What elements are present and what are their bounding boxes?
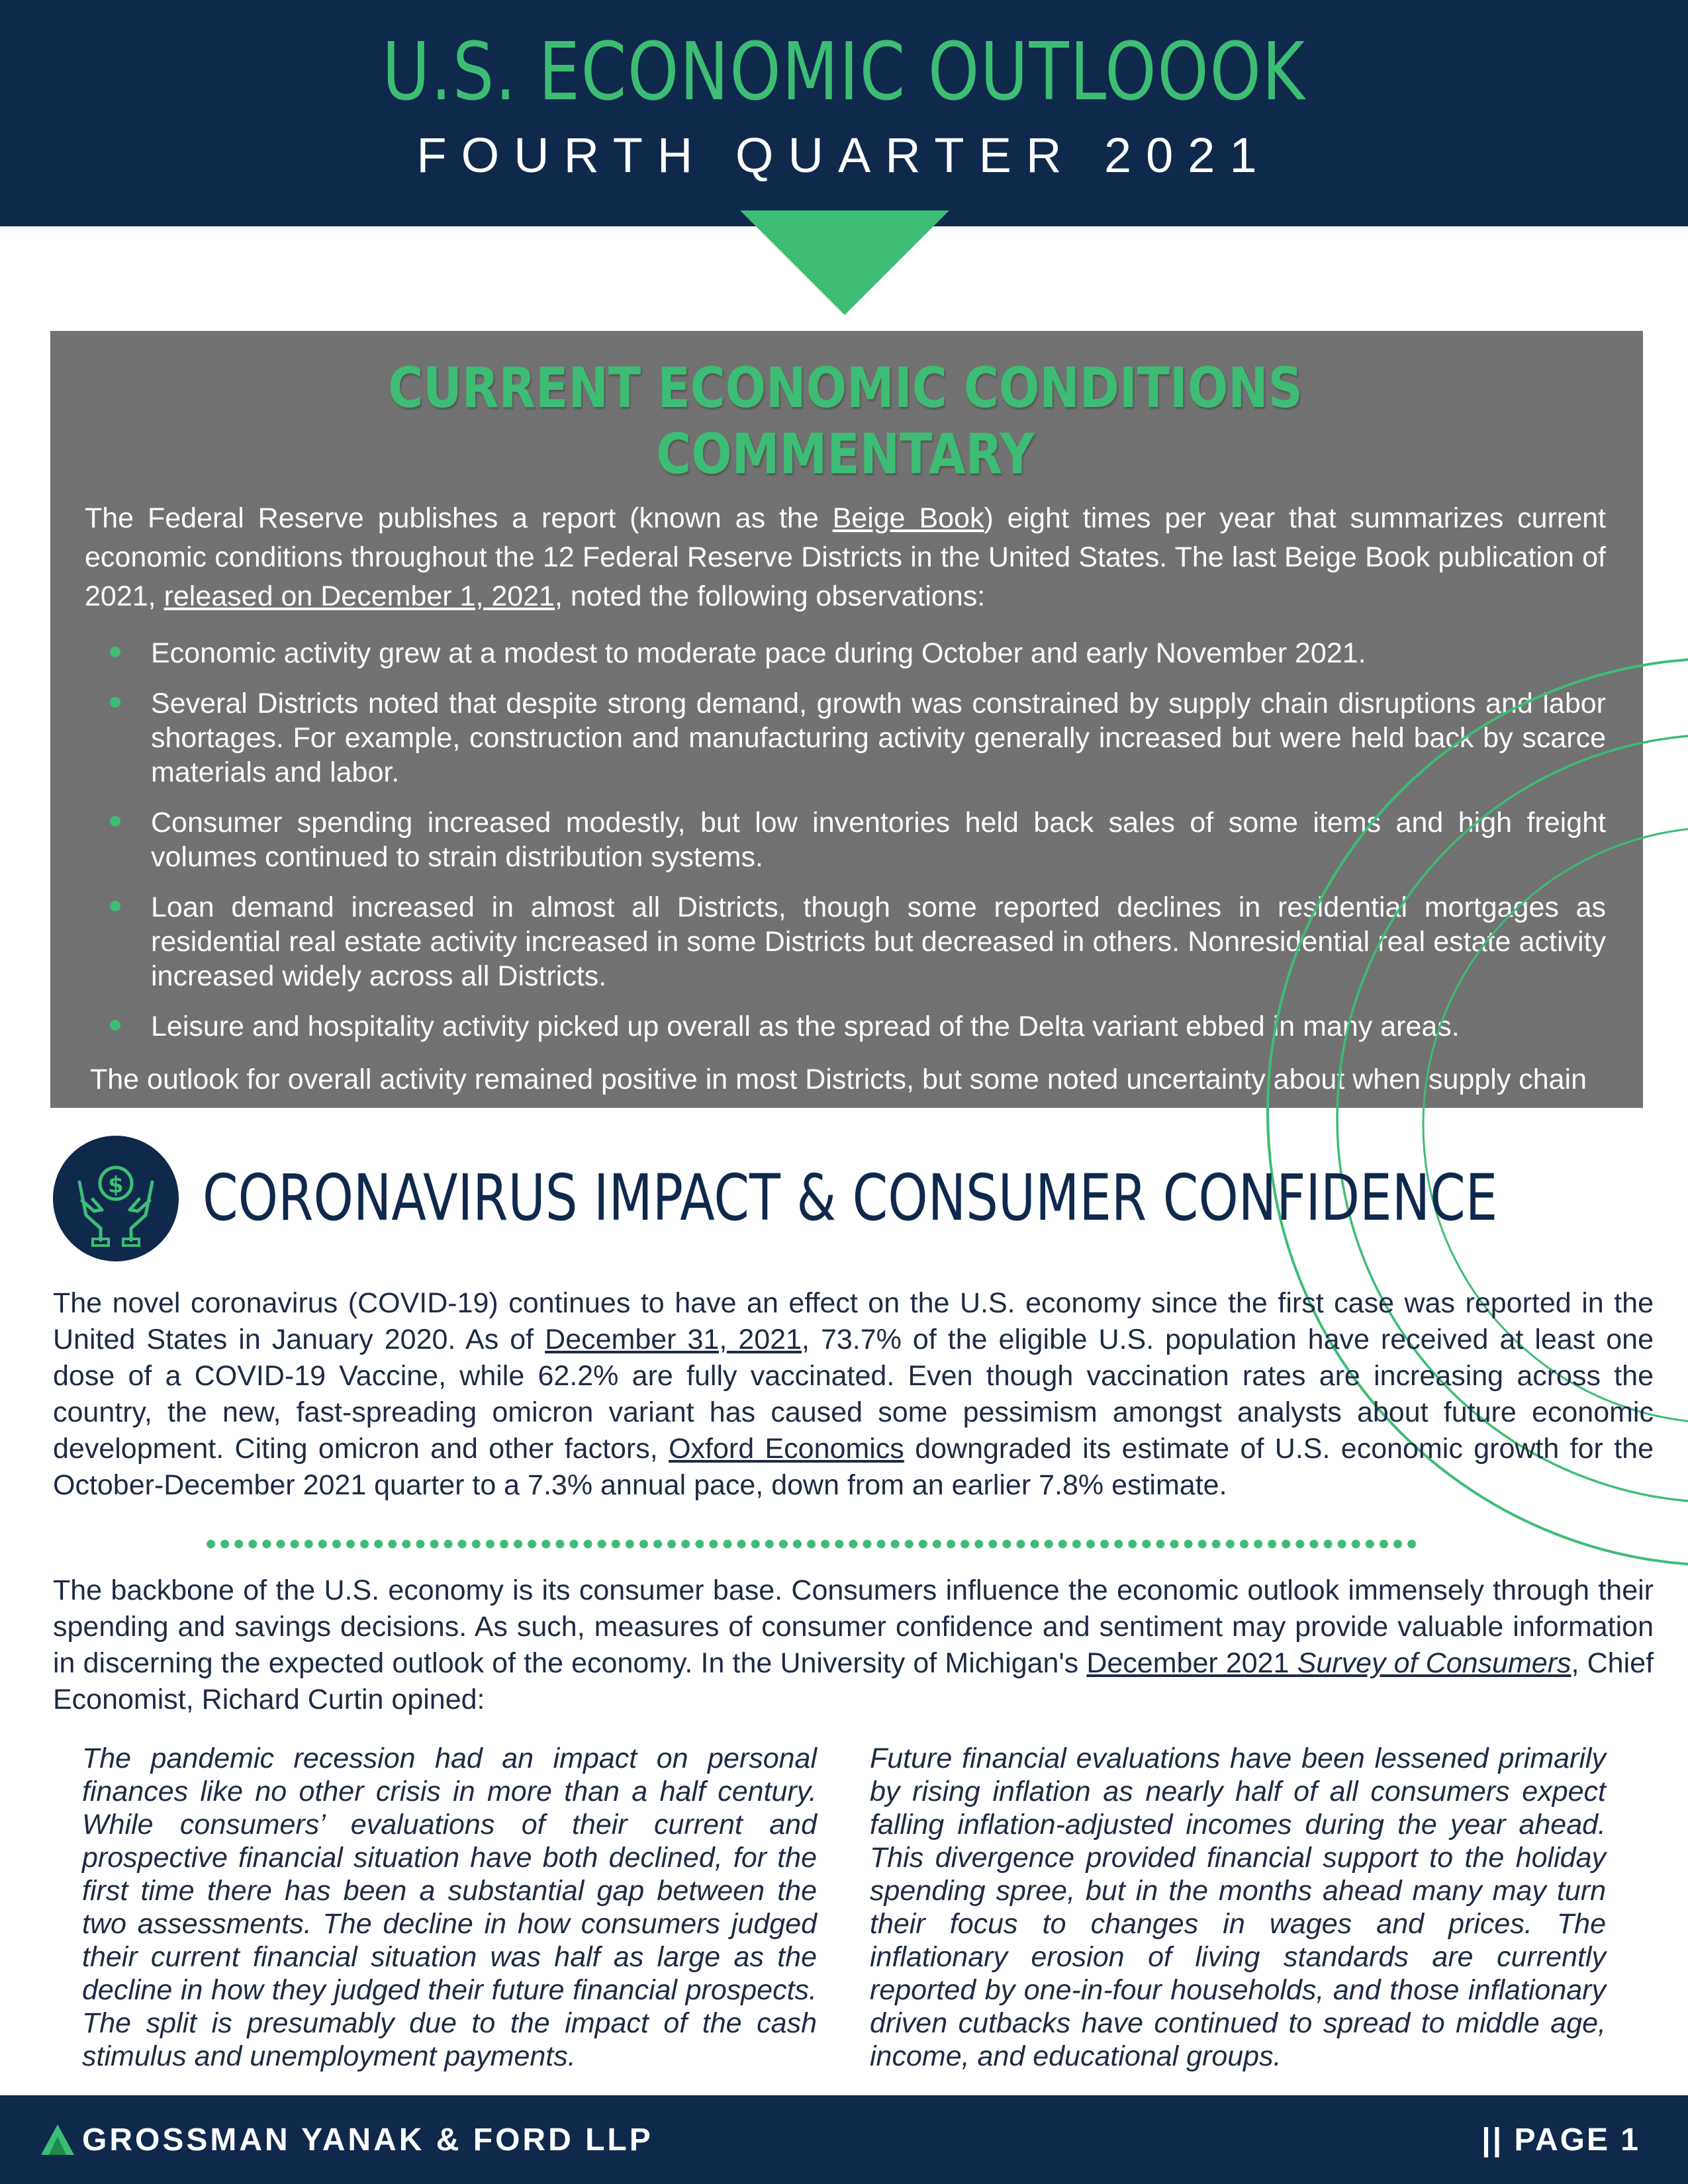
commentary-panel	[50, 331, 1643, 1135]
commentary-intro	[85, 499, 1606, 616]
bullet-icon	[110, 647, 120, 657]
beige-book-link[interactable]: Beige Book	[832, 502, 984, 534]
observation-text: Consumer spending increased modestly, but low inventories held back sales of some items and high freight volumes continued to strain distribution systems.	[151, 807, 1606, 873]
firm-logo-icon	[41, 2124, 74, 2155]
bullet-icon	[110, 816, 120, 827]
dotted-divider	[204, 1539, 1418, 1549]
vaccination-date-link[interactable]: December 31, 2021	[545, 1324, 802, 1355]
page-number: || PAGE 1	[1481, 2122, 1640, 2158]
list-item	[85, 636, 1606, 670]
paragraph-text: , Chief Economist, Richard Curtin opined:	[53, 1647, 1654, 1715]
commentary-outro: The outlook for overall activity remained positive in most Districts, but some noted uncertainty about when supply chain and labor supply challenges would ease.	[90, 1064, 1587, 1135]
commentary-intro-text: , noted the following observations:	[555, 580, 986, 612]
commentary-title: CURRENT ECONOMIC CONDITIONS COMMENTARY	[388, 355, 1303, 486]
report-subtitle: FOURTH QUARTER 2021	[416, 128, 1272, 183]
quote-left-column: The pandemic recession had an impact on personal finances like no other crisis in more than a half century. While consumers’ evaluations of their current and prospective financial situation have both declined, for the first time there has been a substantial gap between the two assessments. The decline in how consumers judged their current financial situation was half as large as the decline in how they judged their future financial prospects. The split is presumably due to the impact of the cash stimulus and unemployment payments.	[82, 1743, 817, 2072]
observation-text: Several Districts noted that despite strong demand, growth was constrained by supply chain disruptions and labor shortages. For example, construction and manufacturing activity generally increased but were held back by scarce materials and labor.	[151, 688, 1606, 788]
commentary-intro-text: The Federal Reserve publishes a report (known as the	[85, 502, 833, 534]
consumer-paragraph	[53, 1572, 1654, 1718]
svg-text:$: $	[108, 1172, 124, 1199]
paragraph-text: downgraded its estimate of U.S. economic growth for the October-December 2021 quarter to a 7.3% annual pace, down from an earlier 7.8% estimate.	[53, 1433, 1654, 1501]
coronavirus-paragraph	[53, 1285, 1654, 1504]
paragraph-text: The backbone of the U.S. economy is its consumer base. Consumers influence the economic outlook immensely through their spending and savings decisions. As such, measures of consumer confidence and sentiment may provide valuable information in discerning the expected outlook of the economy. In the University of Michigan's	[53, 1574, 1654, 1679]
commentary-intro-text: ) eight times per year that summarizes current economic conditions throughout the 12 Federal Reserve Districts in the United States. The last Beige Book publication of 2021,	[85, 502, 1607, 612]
bullet-icon	[110, 901, 120, 911]
list-item	[85, 805, 1606, 874]
report-title: U.S. ECONOMIC OUTLOOOK	[382, 26, 1306, 118]
page-footer	[0, 2095, 1688, 2184]
observation-text: Leisure and hospitality activity picked up overall as the spread of the Delta variant ebbed in many areas.	[151, 1011, 1460, 1042]
oxford-economics-link[interactable]: Oxford Economics	[669, 1433, 904, 1465]
paragraph-text: , 73.7% of the eligible U.S. population have received at least one dose of a COVID-19 Vaccine, while 62.2% are fully vaccinated. Even though vaccination rates are increasing across the country, the new, fast-spreading omicron variant has caused some pessimism amongst analysts about future economic development. Citing omicron and other factors,	[53, 1324, 1654, 1465]
observation-text: Loan demand increased in almost all Districts, though some reported declines in residential mortgages as residential real estate activity increased in some Districts but decreased in others. Nonresidential real estate activity increased widely across all Districts.	[151, 891, 1606, 992]
release-date-link[interactable]: released on December 1, 2021	[164, 580, 555, 612]
bullet-icon	[110, 1020, 120, 1030]
observation-text: Economic activity grew at a modest to moderate pace during October and early November 2021.	[151, 637, 1366, 669]
section-title: CORONAVIRUS IMPACT & CONSUMER CONFIDENCE	[203, 1161, 1498, 1235]
survey-date-link[interactable]: December 2021	[1086, 1647, 1297, 1679]
firm-name: GROSSMAN YANAK & FORD LLP	[82, 2122, 653, 2158]
list-item	[85, 890, 1606, 993]
survey-of-consumers-link[interactable]: Survey of Consumers	[1297, 1647, 1571, 1679]
header-arrow-decoration	[740, 210, 949, 315]
list-item	[85, 1009, 1606, 1044]
bullet-icon	[110, 697, 120, 707]
list-item	[85, 686, 1606, 790]
quote-right-column: Future financial evaluations have been lessened primarily by rising inflation as nearly half of all consumers expect falling inflation-adjusted incomes during the year ahead. This divergence provided financial support to the holiday spending spree, but in the months ahead many may turn their focus to changes in wages and prices. The inflationary erosion of living standards are currently reported by one-in-four households, and those inflationary driven cutbacks have continued to spread to middle age, income, and educational groups.	[870, 1743, 1606, 2072]
page-header	[0, 0, 1688, 226]
observations-list	[85, 636, 1606, 1044]
paragraph-text: The novel coronavirus (COVID-19) continues to have an effect on the U.S. economy since the first case was reported in the United States in January 2020. As of	[53, 1287, 1654, 1355]
hands-holding-money-icon	[53, 1136, 179, 1261]
